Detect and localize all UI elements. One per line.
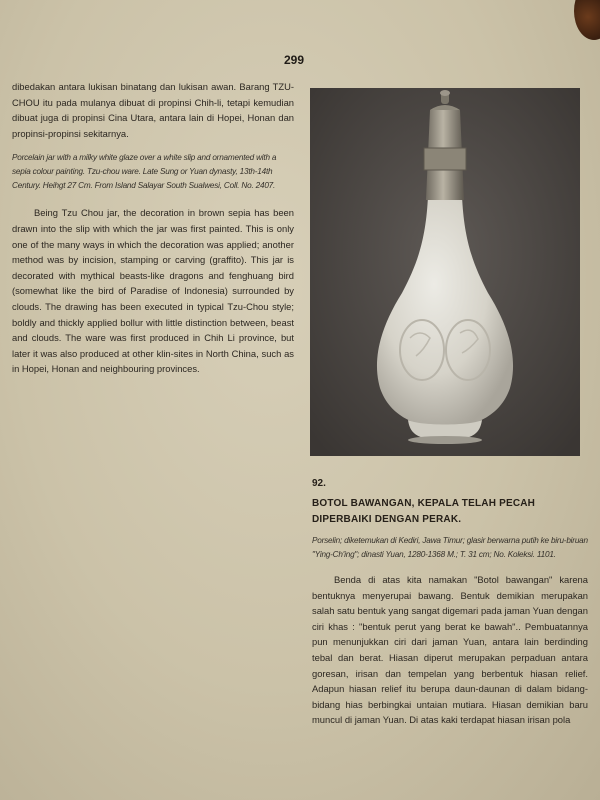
indonesian-paragraph: Benda di atas kita namakan "Botol bawangan" karena bentuknya menyerupai bawang. Bentuk demikian merupakan salah satu bentuk yang sangat digemari pada jaman Yuan dengan ciri khas : "bentuk perut yang berat ke bawah".. Pembuatannya pun menunjukkan ciri dari jaman Yuan, antara lain berdinding tebal dan berat. Hiasan diperut merupakan perpaduan antara goresan, irisan dan tempelan yang berbentuk hiasan relief. Adapun hiasan relief itu berupa daun-daunan di dalam bidang-bidang hias berbingkai untaian mutiara. Hiasan demikian baru muncul di jaman Yuan. Di atas kaki terdapat hiasan irisan pola	[312, 574, 588, 726]
figure-number: 92.	[312, 478, 326, 489]
jar-caption: Porcelain jar with a milky white glaze over a white slip and ornamented with a sepia colour painting. Tzu-chou ware. Late Sung or Yuan dynasty, 13th-14th Century. Heihgt 27 Cm. From Island Salayar South Sualwesi, Coll. No. 2407.	[12, 153, 277, 191]
intro-paragraph: dibedakan antara lukisan binatang dan lukisan awan. Barang TZU-CHOU itu pada mulanya dibuat di propinsi Chih-li, tetapi kemudian dibuat juga di propinsi Cina Utara, antara lain di Hopei, Honan dan propinsi-propinsi sekitarnya.	[12, 81, 294, 139]
left-column	[12, 79, 294, 377]
bottle-caption: Porselin; diketemukan di Kediri, Jawa Timur; glasir berwarna putih ke biru-biruan "Ying-Ch'ing"; dinasti Yuan, 1280-1368 M.; T. 31 cm; No. Koleksi. 1101.	[312, 536, 588, 559]
page-corner-shadow	[574, 0, 600, 40]
bottle-photograph	[310, 88, 580, 456]
right-column	[312, 478, 588, 728]
figure-title: BOTOL BAWANGAN, KEPALA TELAH PECAH DIPERBAIKI DENGAN PERAK.	[312, 498, 536, 525]
english-paragraph: Being Tzu Chou jar, the decoration in brown sepia has been drawn into the slip with which the jar was first painted. This is only one of the many ways in which the decoration was applied; another method was by incision, stamping or carving (graffito). This jar is decorated with mythical beasts-like dragons and fenghuang bird (somewhat like the bird of Paradise of Indonesia) surrounded by clouds. The drawing has been executed in typical Tzu-Chou style; boldly and thickly applied bollur with little distinction between, beast and clouds. The ware was first produced in Chih Li province, but later it was also produced at other klin-sites in North China, such as in Hopei, Honan and neighbouring provinces.	[12, 207, 294, 375]
page-number: 299	[284, 53, 305, 67]
